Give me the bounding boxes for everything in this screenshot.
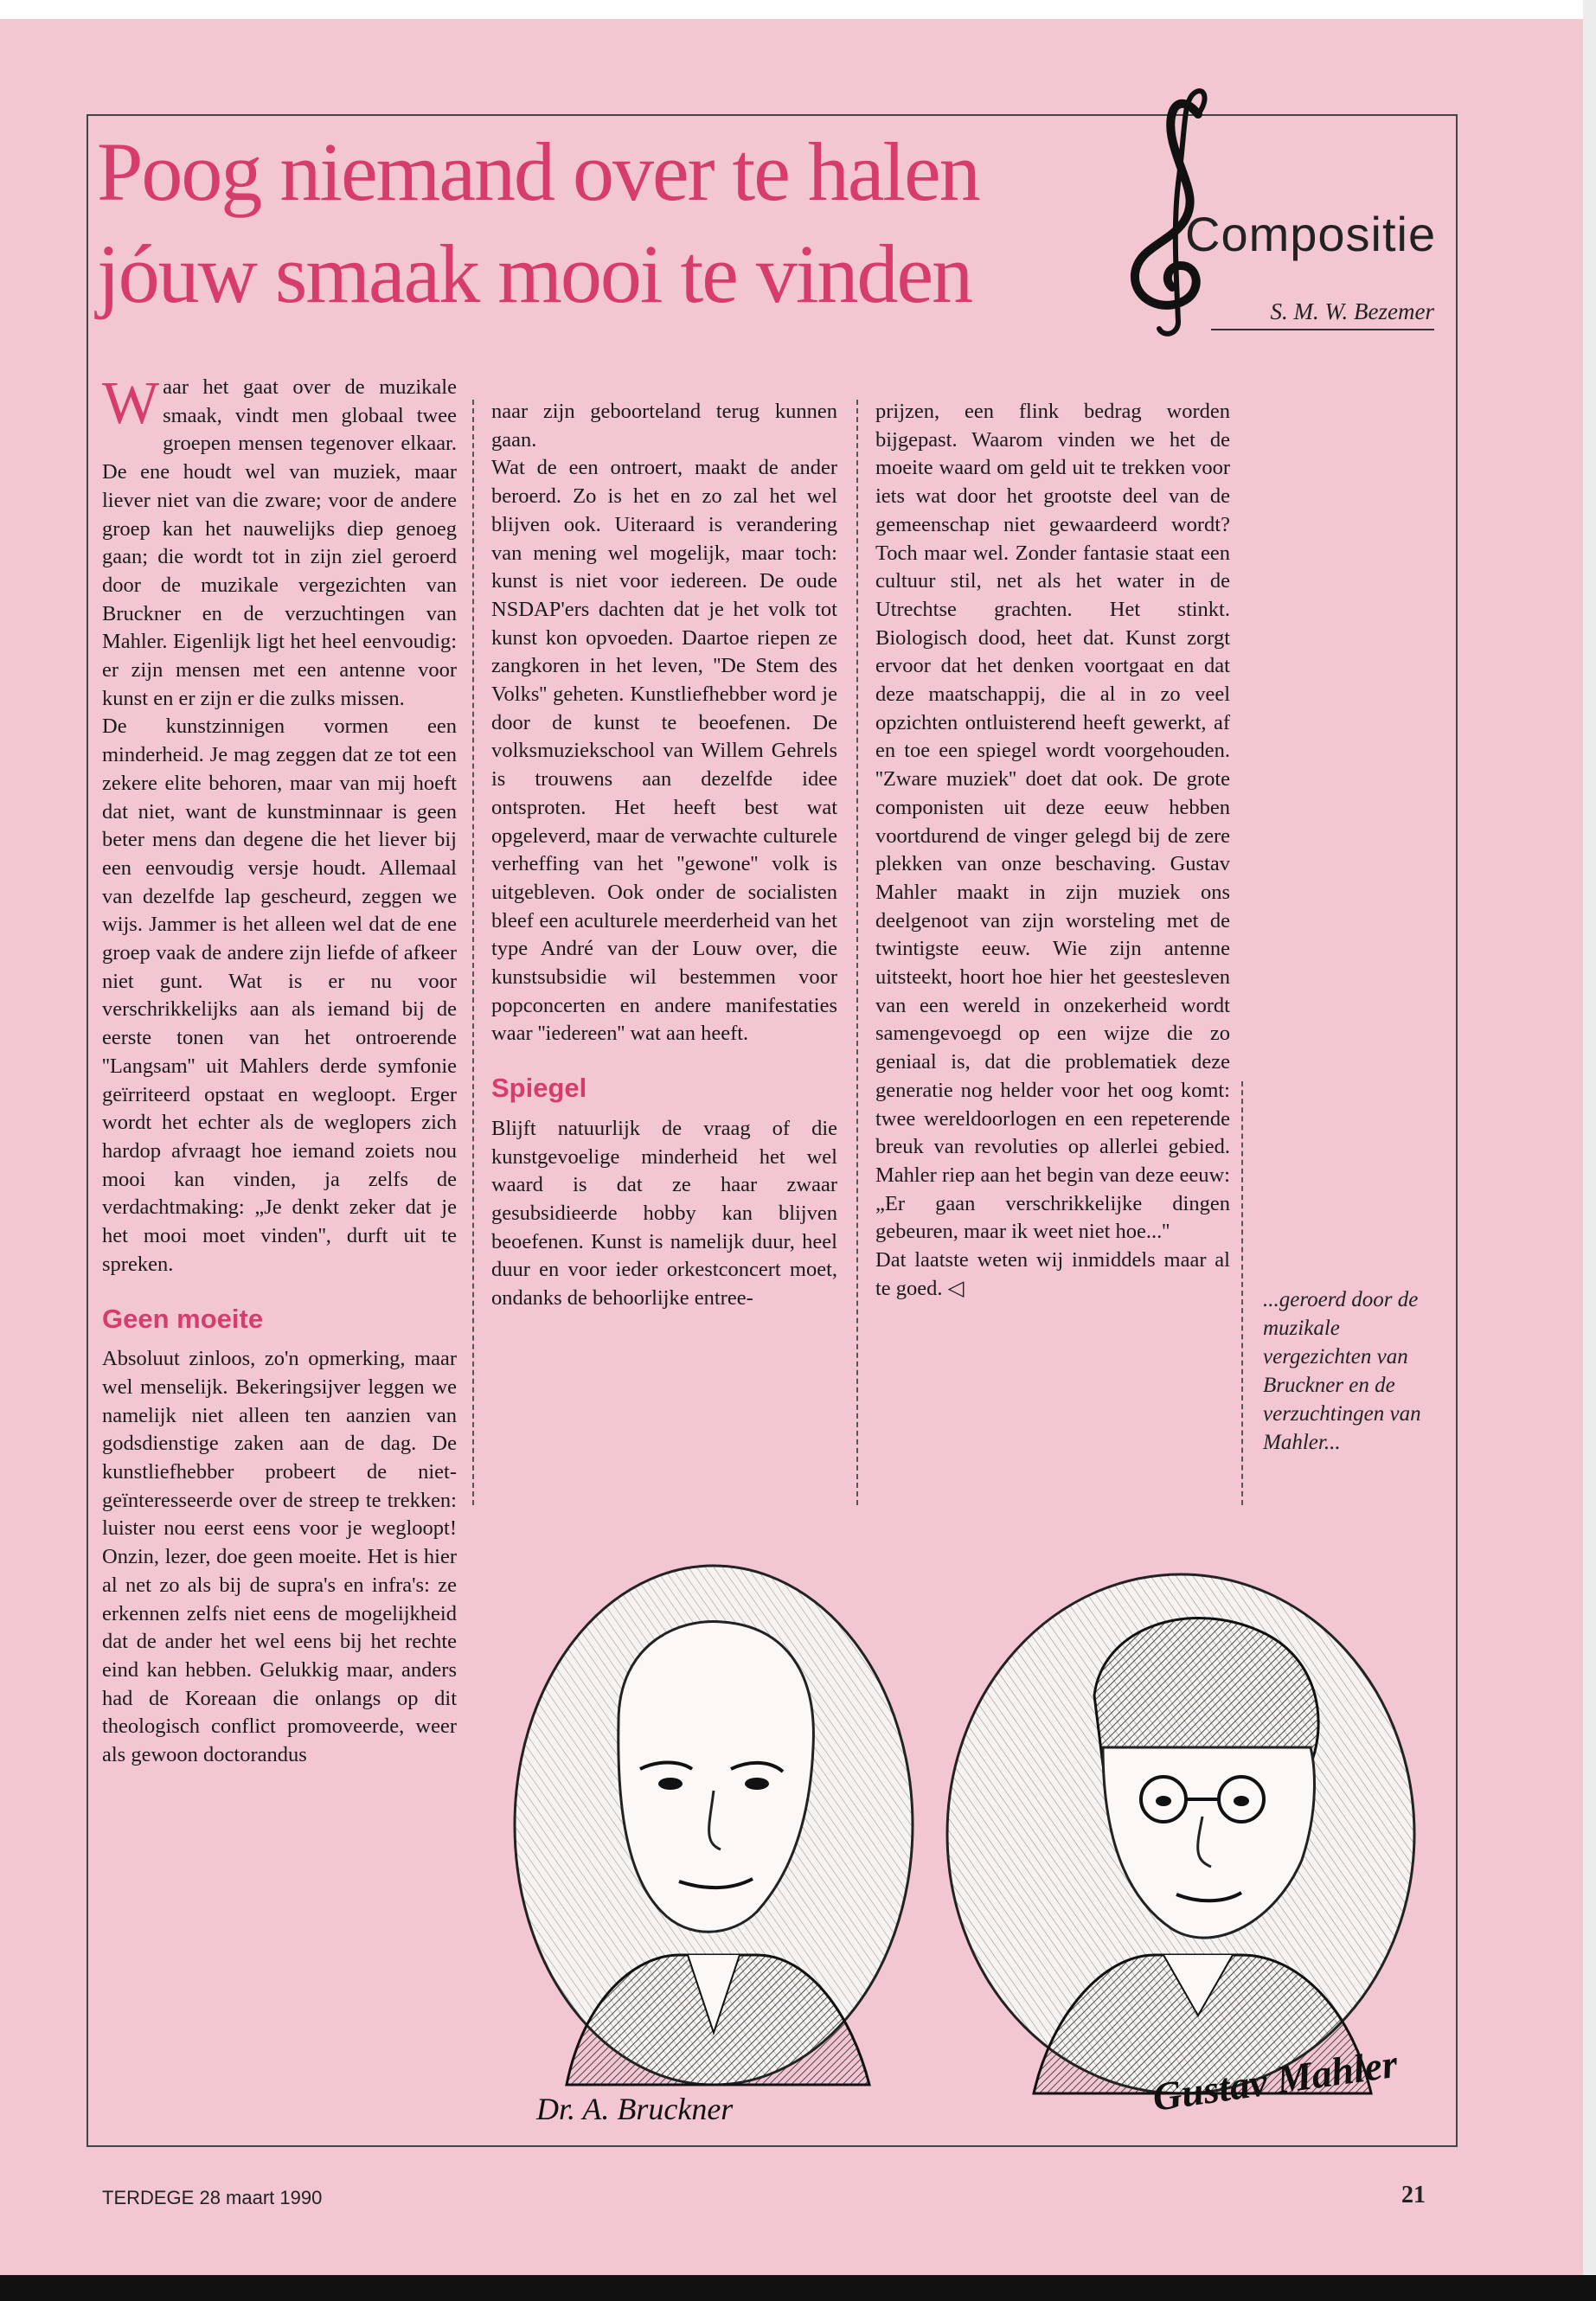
scan-right-edge [1583,0,1596,2301]
article-column-2 [491,398,837,1313]
paragraph: Blijft natuurlijk de vraag of die kunstgevoelige minderheid het wel waard is dat ze haar zwaar gesubsidieerde hobby kan blijven beoefenen. Kunst is namelijk duur, heel duur en voor ieder orkestconcert moet, ondanks de behoorlijke entree- [491,1116,837,1311]
footer-publication: TERDEGE 28 maart 1990 [102,2187,323,2208]
drop-cap: W [102,370,160,437]
column-divider [1241,1081,1243,1505]
paragraph: Absoluut zinloos, zo'n opmerking, maar wel menselijk. Bekeringsijver leggen we namelijk niet alleen ten aanzien van godsdienstige zaken aan de dag. De kunstliefhebber probeert de niet-geïnteresseerde over de streep te trekken: luister nou eerst eens voor je wegloopt! Onzin, lezer, doe geen moeite. Het is hier al net zo als bij de supra's en infra's: ze erkennen zelfs niet eens de mogelijkheid dat de ander het wel eens bij het rechte eind kan hebben. Gelukkig maar, anders had de Koreaan die onlangs op dit theologisch conflict promoveerde, weer als gewoon doctorandus [102,1347,457,1767]
paragraph-text: aar het gaat over de muzikale smaak, vindt men globaal twee groepen mensen tegenover elkaar. De ene houdt wel van muziek, maar liever niet van die zware; voor de andere groep kan het nauwelijks diep genoeg gaan; die wordt tot in zijn ziel geroerd door de muzikale vergezichten van Bruckner en de verzuchtingen van Mahler. Eigenlijk ligt het heel eenvoudig: er zijn mensen met een antenne voor kunst en er zijn er die zulks missen. [102,375,457,710]
subheading: Geen moeite [102,1303,264,1334]
paragraph: De kunstzinnigen vormen een minderheid. Je mag zeggen dat ze tot een zekere elite behoren, maar van mij hoeft dat niet, want de kunstminnaar is geen beter mens dan degene die het liever bij een eenvoudig versje houdt. Allemaal van dezelfde lap gescheurd, zeggen we wijs. Jammer is het alleen wel dat de ene groep vaak de andere zijn liefde of afkeer niet gunt. Wat is er nu voor verschrikkelijks aan als iemand bij de eerste tonen van het ontroerende ''Langsam'' uit Mahlers derde symfonie geïrriteerd opstaat en wegloopt. Erger wordt het echter als de weglopers zich hardop afvraagt hoe iemand zoiets nou mooi kan vinden, ja zelfs de verdachtmaking: „Je denkt zeker dat je het mooi moet vinden'', durft uit te spreken. [102,715,457,1276]
paragraph: prijzen, een flink bedrag worden bijgepast. Waarom vinden we het de moeite waard om geld uit te trekken voor iets wat door het grootste deel van de gemeenschap niet gewaardeerd wordt? Toch maar wel. Zonder fantasie staat een cultuur stil, net als het water in de Utrechtse grachten. Het stinkt. Biologisch dood, heet dat. Kunst zorgt ervoor dat het denken voortgaat en dat deze maatschappij, die al in zo veel opzichten ontluisterend heeft gewerkt, af en toe een spiegel wordt voorgehouden. ''Zware muziek'' doet dat ook. De grote componisten uit deze eeuw hebben voortdurend de vinger gelegd bij de zere plekken van onze beschaving. Gustav Mahler maakt in zijn muziek ons deelgenoot van zijn worsteling met de twintigste eeuw. Wie zijn antenne uitsteekt, hoort hoe hier het geestesleven van een wereld in onzekerheid wordt samengevoegd op een wijze die zo geniaal is, dat die problematiek deze generatie nog helder voor het oog komt: twee wereldoorlogen en een repeterende breuk van revoluties op allerlei gebied. Mahler riep aan het begin van deze eeuw: „Er gaan verschrikkelijke dingen gebeuren, maar ik weet niet hoe...'' [875,400,1230,1244]
article-column-3 [875,398,1230,1304]
headline-line-2: jóuw smaak mooi te vinden [97,228,972,320]
paragraph [102,370,457,713]
bruckner-signature: Dr. A. Bruckner [536,2092,734,2126]
author-byline: S. M. W. Bezemer [1211,298,1434,330]
scan-bottom-edge [0,2275,1596,2301]
scan-top-edge [0,0,1596,19]
article-column-1 [102,370,457,1770]
composer-portraits [497,1548,1432,2145]
column-divider [472,400,474,1505]
section-rubric: Compositie [1185,207,1437,261]
paragraph: naar zijn geboorteland terug kunnen gaan. [491,400,837,452]
paragraph: Wat de een ontroert, maakt de ander beroerd. Zo is het en zo zal het wel blijven ook. Uiteraard is verandering van mening wel mogelijk, maar toch: kunst is niet voor iedereen. De oude NSDAP'ers dachten dat je het volk tot kunst kon opvoeden. Daartoe riepen ze zangkoren in het leven, ''De Stem des Volks'' geheten. Kunstliefhebber word je door de kunst te beoefenen. De volksmuziekschool van Willem Gehrels is trouwens aan dezelfde idee ontsproten. Het heeft best wat opgeleverd, maar de verwachte culturele verheffing van het ''gewone'' volk is uitgebleven. Ook onder de socialisten bleef een aculturele meerderheid van het type André van der Louw over, die kunstsubsidie wil bestemmen voor popconcerten en andere manifestaties waar ''iedereen'' wat aan heeft. [491,456,837,1046]
column-divider [856,400,858,1505]
subheading: Spiegel [491,1073,587,1104]
bruckner-portrait [515,1566,913,2085]
mahler-portrait [947,1574,1414,2093]
paragraph: Dat laatste weten wij inmiddels maar al te goed. ◁ [875,1248,1230,1300]
page-number: 21 [1401,2182,1426,2208]
mahler-signature: Gustav Mahler [1150,2041,1401,2119]
headline [97,121,1135,325]
headline-line-1: Poog niemand over te halen [97,125,979,218]
pull-quote: ...geroerd door de muzikale vergezichten van Bruckner en de verzuchtingen van Mahler... [1263,1288,1421,1454]
